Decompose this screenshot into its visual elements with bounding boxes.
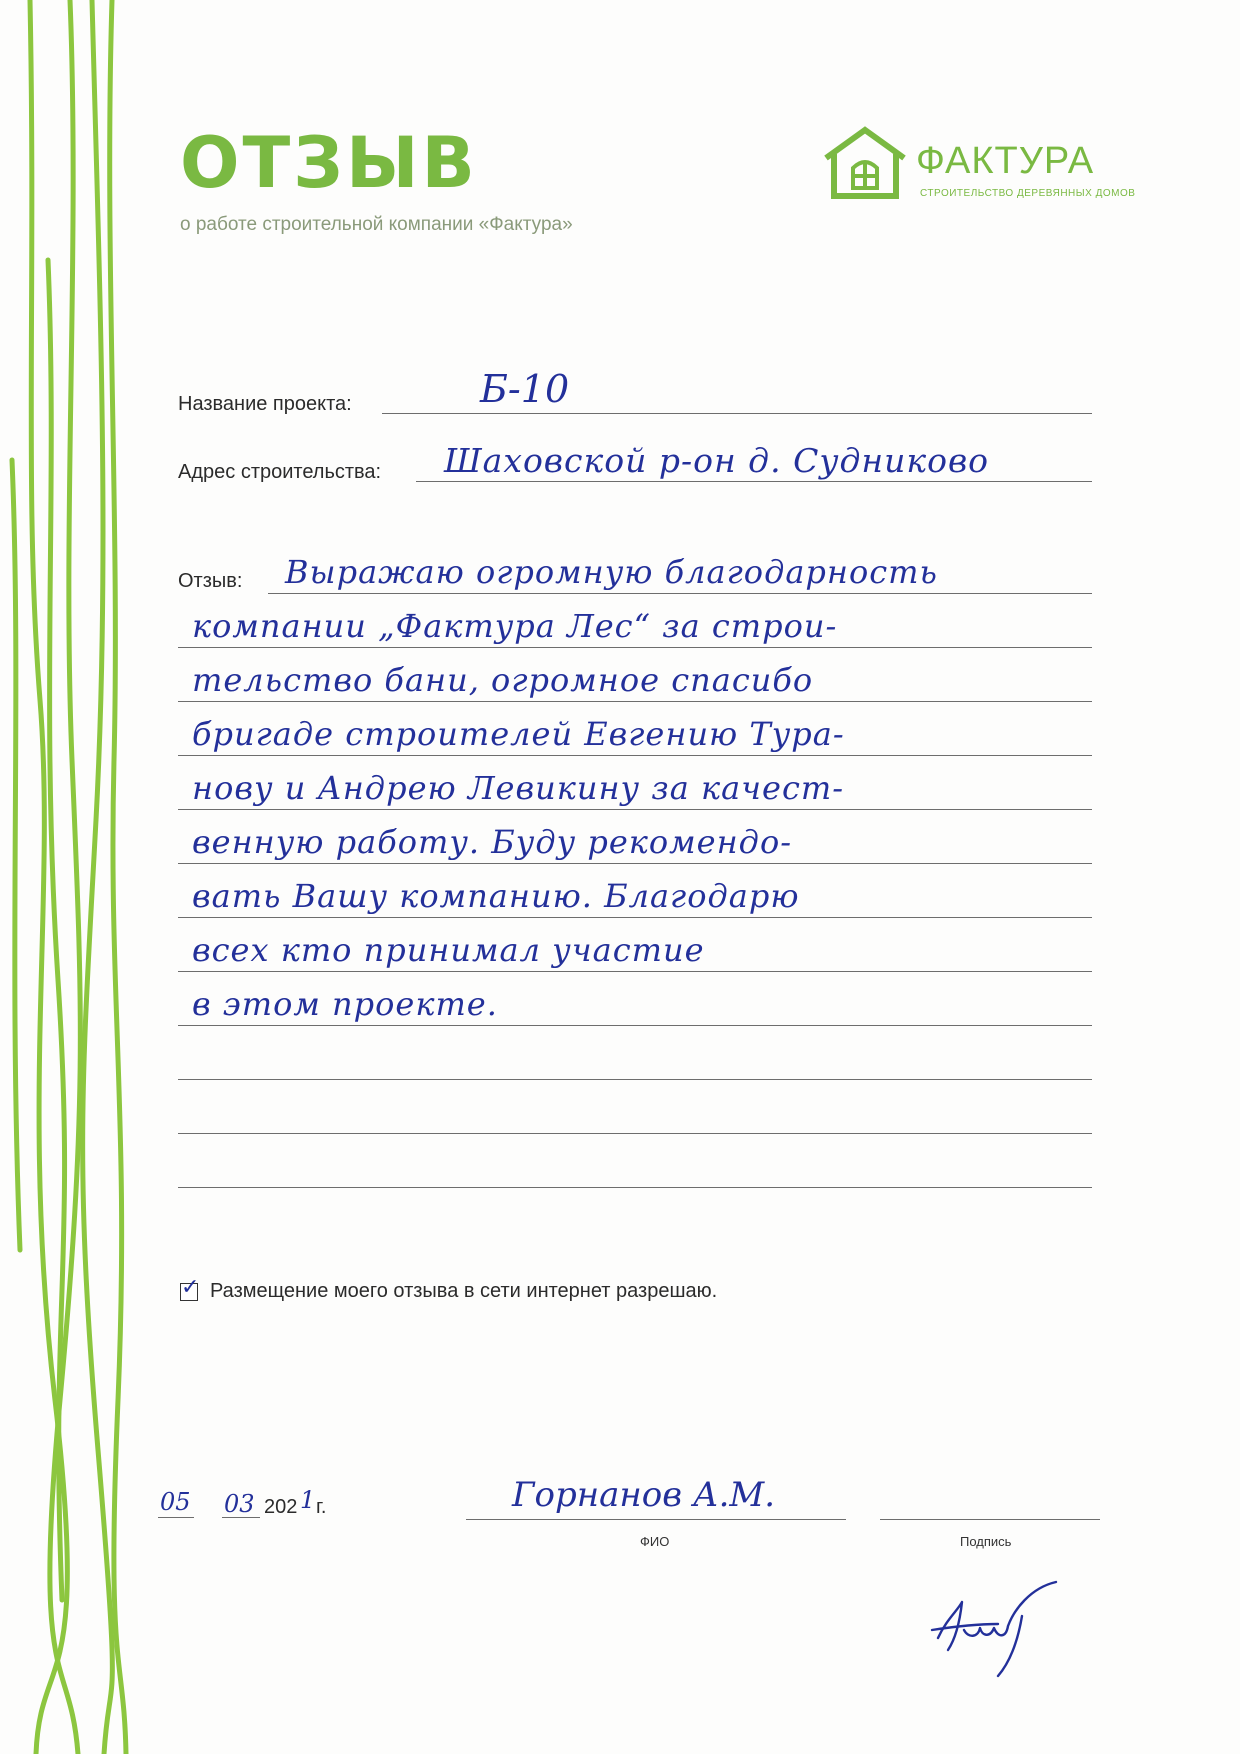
review-rule bbox=[178, 917, 1092, 918]
review-text-line: бригаде строителей Евгению Тура- bbox=[192, 715, 845, 753]
address-label: Адрес строительства: bbox=[178, 461, 382, 483]
checkmark-icon: ✓ bbox=[181, 1275, 200, 1300]
review-rule bbox=[178, 701, 1092, 702]
review-rule bbox=[178, 647, 1092, 648]
fio-label: ФИО bbox=[640, 1534, 670, 1549]
review-rule bbox=[178, 1025, 1092, 1026]
review-rule bbox=[178, 863, 1092, 864]
consent-text: Размещение моего отзыва в сети интернет разрешаю. bbox=[210, 1280, 718, 1302]
logo-tagline: СТРОИТЕЛЬСТВО ДЕРЕВЯННЫХ ДОМОВ bbox=[920, 188, 1136, 199]
fio-line bbox=[466, 1519, 846, 1520]
address-value: Шаховской р-он д. Судниково bbox=[444, 441, 990, 480]
decorative-green-lines bbox=[0, 0, 160, 1754]
review-text-line: всех кто принимал участие bbox=[192, 931, 705, 969]
review-label: Отзыв: bbox=[178, 570, 243, 592]
review-text-line: тельство бани, огромное спасибо bbox=[192, 661, 814, 699]
company-logo bbox=[820, 122, 1136, 212]
project-name-value: Б-10 bbox=[480, 367, 570, 411]
signature-mark bbox=[918, 1580, 1068, 1680]
signature-label: Подпись bbox=[960, 1534, 1012, 1549]
project-name-line bbox=[382, 413, 1092, 414]
fio-value: Горнанов А.М. bbox=[512, 1475, 776, 1515]
date-day: 05 bbox=[160, 1488, 191, 1516]
date-day-line bbox=[158, 1517, 194, 1518]
page-title: ОТЗЫВ bbox=[180, 122, 478, 204]
page-subtitle: о работе строительной компании «Фактура» bbox=[180, 214, 573, 235]
review-rule bbox=[178, 1133, 1092, 1134]
logo-name: ФАКТУРА bbox=[916, 140, 1095, 182]
address-line bbox=[416, 481, 1092, 482]
date-month: 03 bbox=[224, 1490, 255, 1518]
review-text-line: венную работу. Буду рекомендо- bbox=[192, 823, 793, 861]
house-icon bbox=[820, 122, 910, 202]
review-text-line: компании „Фактура Лес“ за строи- bbox=[192, 607, 838, 645]
date-year-digit: 1 bbox=[300, 1486, 316, 1514]
review-rule bbox=[268, 593, 1092, 594]
review-rule bbox=[178, 809, 1092, 810]
review-text-line: Выражаю огромную благодарность bbox=[285, 553, 938, 591]
date-year-prefix: 202 bbox=[264, 1496, 298, 1518]
signature-line bbox=[880, 1519, 1100, 1520]
review-rule bbox=[178, 971, 1092, 972]
review-text-line: вать Вашу компанию. Благодарю bbox=[192, 877, 800, 915]
review-rule bbox=[178, 1079, 1092, 1080]
project-name-label: Название проекта: bbox=[178, 393, 352, 415]
review-text-line: в этом проекте. bbox=[192, 985, 498, 1023]
date-month-line bbox=[222, 1517, 260, 1518]
review-text-line: нову и Андрею Левикину за качест- bbox=[192, 769, 845, 807]
date-year-suffix: г. bbox=[316, 1496, 327, 1518]
review-rule bbox=[178, 1187, 1092, 1188]
review-rule bbox=[178, 755, 1092, 756]
